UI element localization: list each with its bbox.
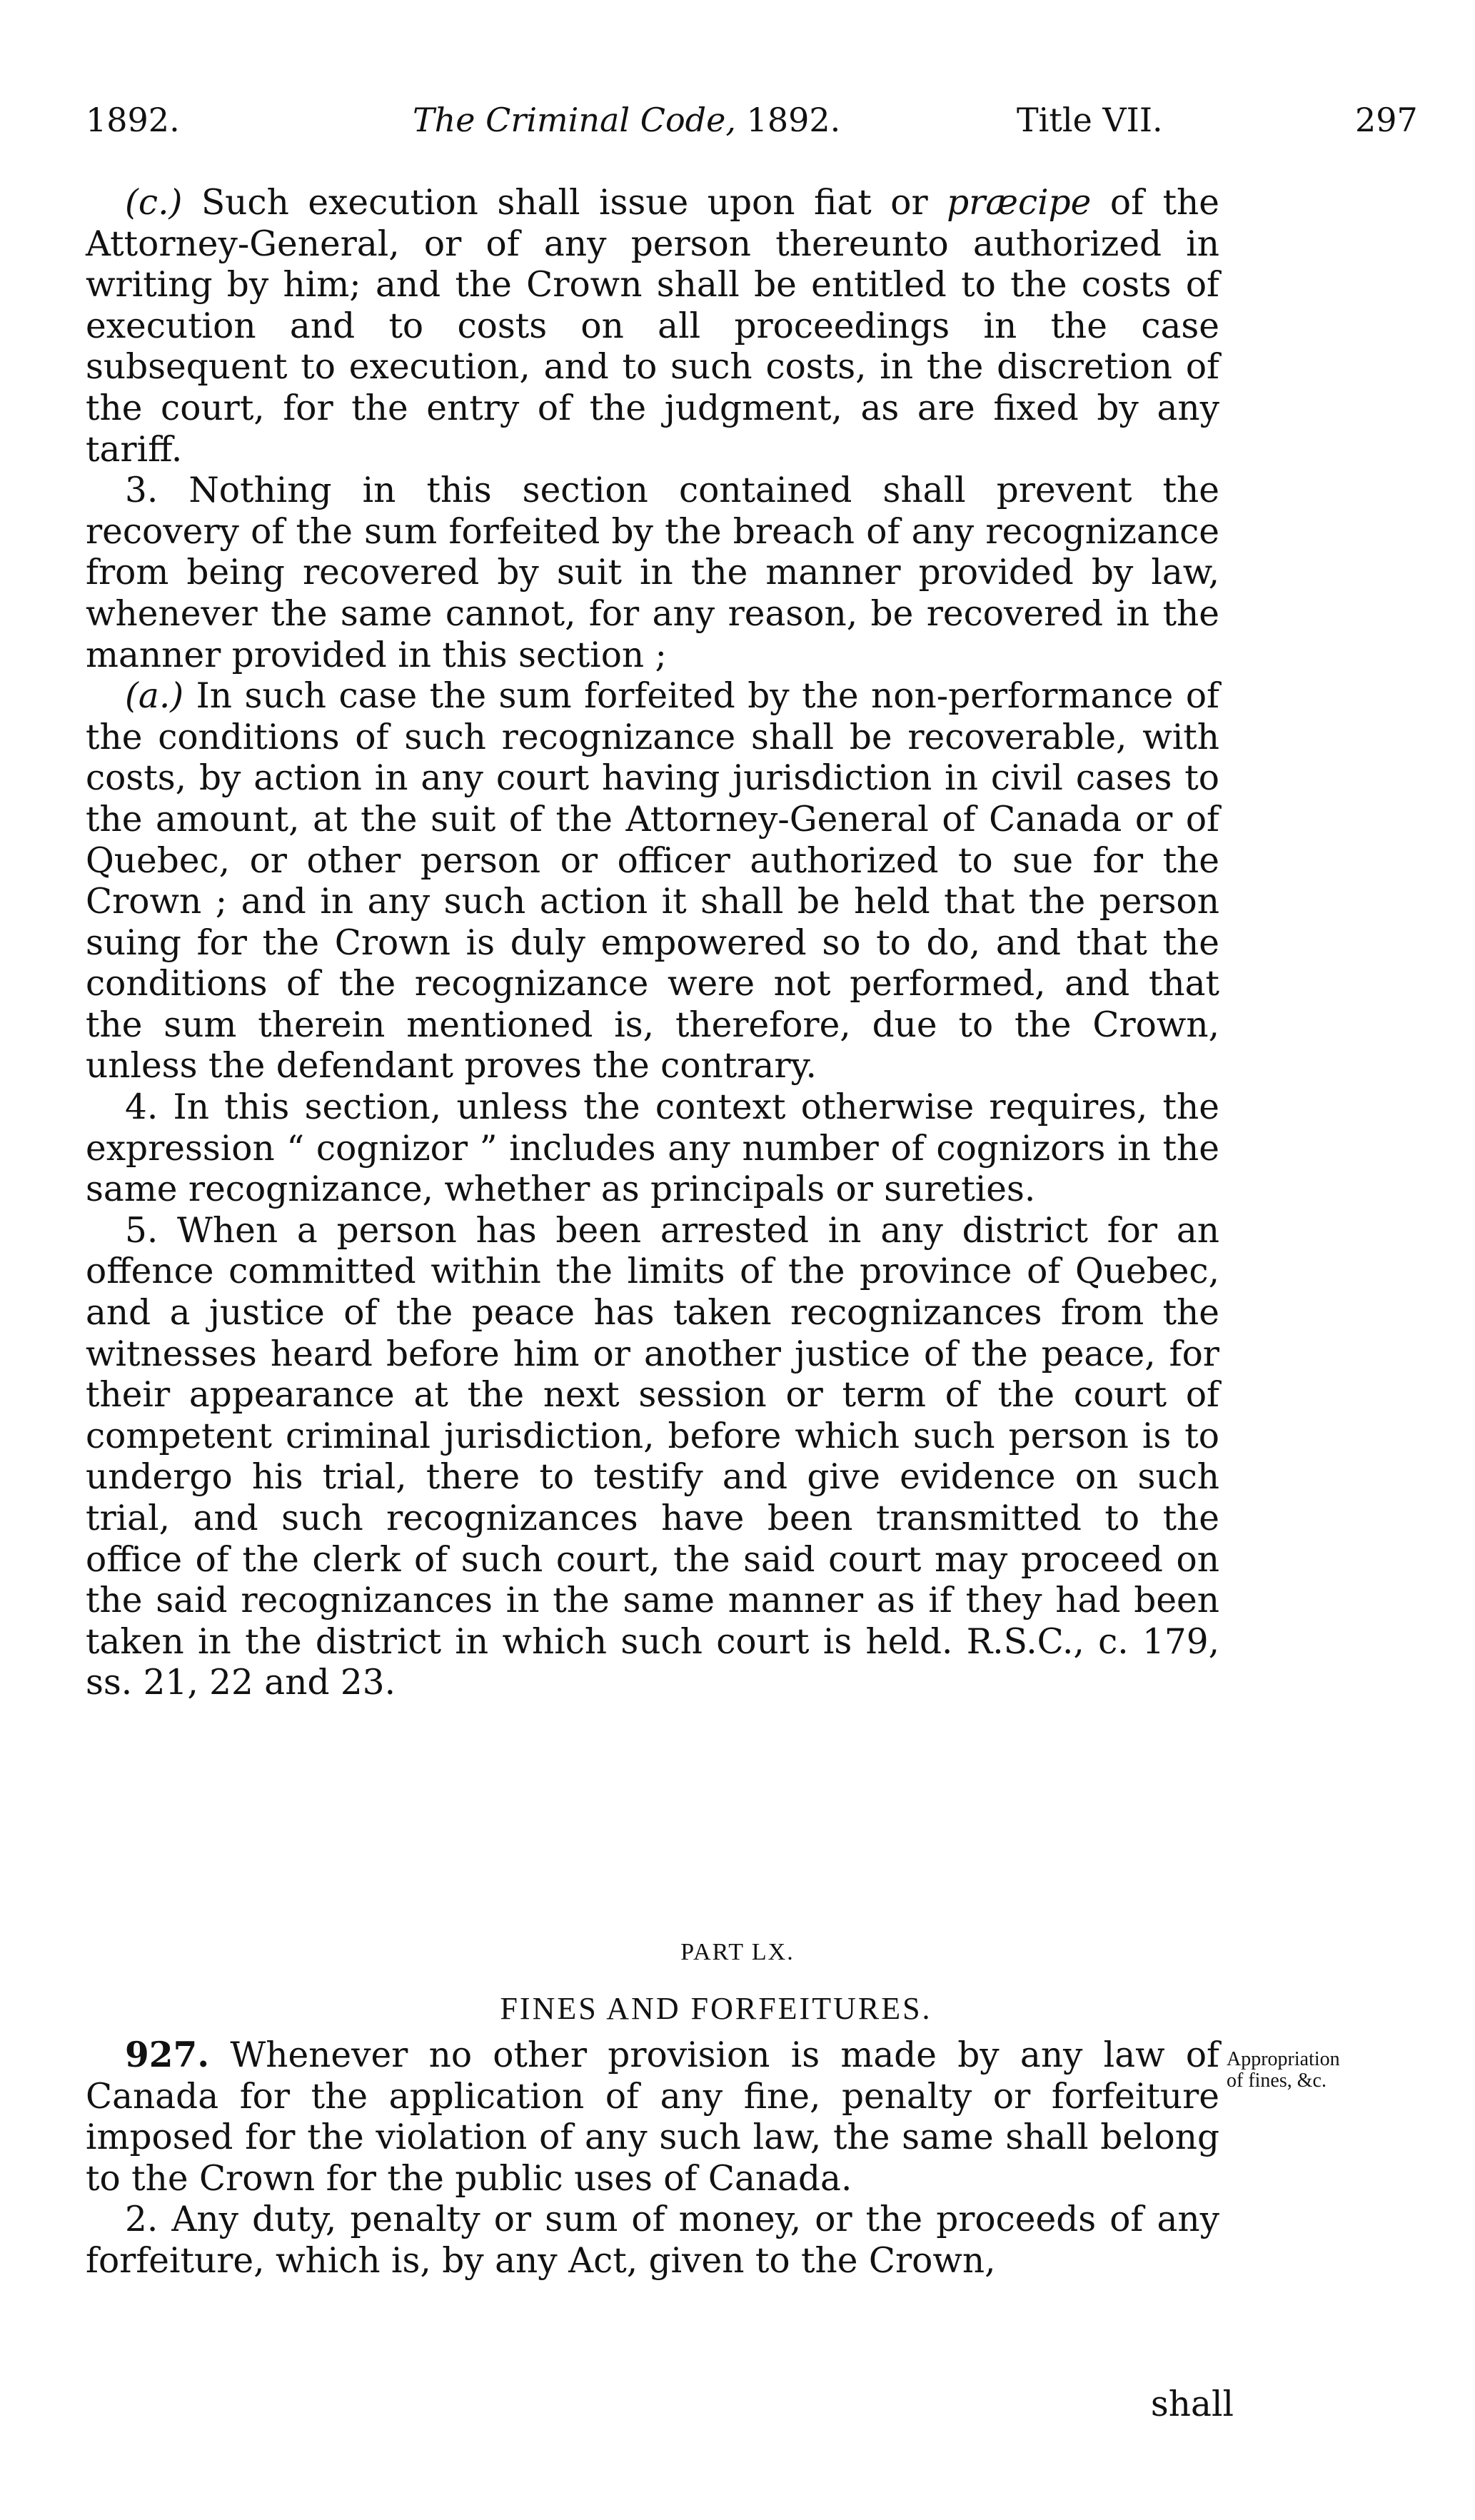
header-year: 1892.	[86, 101, 180, 139]
part-title: FINES AND FORFEITURES.	[500, 1991, 932, 2026]
section-927-number: 927.	[125, 2035, 210, 2075]
paragraph-c-text-1: Such execution shall issue upon fiat or	[182, 183, 947, 223]
body-text-section-927	[86, 2035, 1219, 2282]
paragraph-a-label: (a.)	[125, 676, 184, 717]
margin-note-line-2: of fines, &c.	[1227, 2070, 1327, 2092]
body-text-upper	[86, 183, 1219, 1704]
paragraph-a-text: In such case the sum forfeited by the non-performance of the conditions of such recognizance shall be recoverable, with costs, by action in any court having jurisdiction in civil cases to the amount, at the suit of the Attorney-General of Canada or of Quebec, or other person or officer authorized to sue for the Crown ; and in any such action it shall be held that the person suing for the Crown is duly empowered so to do, and that the conditions of the recognizance were not performed, and that the sum therein mentioned is, therefore, due to the Crown, unless the defendant proves the contrary.	[86, 676, 1219, 1087]
header-title	[413, 99, 840, 141]
paragraph-c-praecipe: præcipe	[947, 183, 1092, 223]
section-927-text: Whenever no other provision is made by any law of Canada for the application of any fine, penalty or forfeiture imposed for the violation of any such law, the same shall belong to the Crown for the public uses of Canada.	[86, 2035, 1219, 2199]
paragraph-c	[86, 183, 1219, 470]
margin-note	[1227, 2049, 1441, 2092]
section-927	[86, 2035, 1219, 2199]
paragraph-5: 5. When a person has been arrested in any district for an offence committed within the limits of the province of Quebec, and a justice of the peace has taken recognizances from the witnesses heard before him or another justice of the peace, for their appearance at the next session or term of the court of competent criminal jurisdiction, before which such person is to undergo his trial, there to testify and give evidence on such trial, and such recognizances have been transmitted to the office of the clerk of such court, the said court may proceed on the said recognizances in the same manner as if they had been taken in the district in which such court is held. R.S.C., c. 179, ss. 21, 22 and 23.	[86, 1210, 1219, 1703]
header-title-year: 1892.	[735, 101, 841, 139]
paragraph-4: 4. In this section, unless the context otherwise requires, the expression “ cognizor ” includes any number of cognizors in the same recognizance, whether as principals or sureties.	[86, 1087, 1219, 1210]
paragraph-c-text-2: of the Attorney-General, or of any person thereunto authorized in writing by him; and the Crown shall be entitled to the costs of execution and to costs on all proceedings in the case subsequent to execution, and to such costs, in the discretion of the court, for the entry of the judgment, as are fixed by any tariff.	[86, 183, 1219, 470]
section-927-paragraph-2: 2. Any duty, penalty or sum of money, or the proceeds of any forfeiture, which is, by any Act, given to the Crown,	[86, 2199, 1219, 2281]
part-heading: PART LX.	[680, 1939, 795, 1965]
page-number: 297	[1355, 101, 1418, 139]
paragraph-3: 3. Nothing in this section contained shall prevent the recovery of the sum forfeited by the breach of any recognizance from being recovered by suit in the manner provided by law, whenever the same cannot, for any reason, be recovered in the manner provided in this section ;	[86, 470, 1219, 675]
paragraph-c-label: (c.)	[125, 183, 183, 223]
header-section: Title VII.	[1017, 101, 1163, 139]
catchword: shall	[1150, 2384, 1234, 2424]
paragraph-a	[86, 676, 1219, 1087]
margin-note-line-1: Appropriation	[1227, 2048, 1340, 2070]
header-title-italic: The Criminal Code,	[413, 101, 736, 139]
